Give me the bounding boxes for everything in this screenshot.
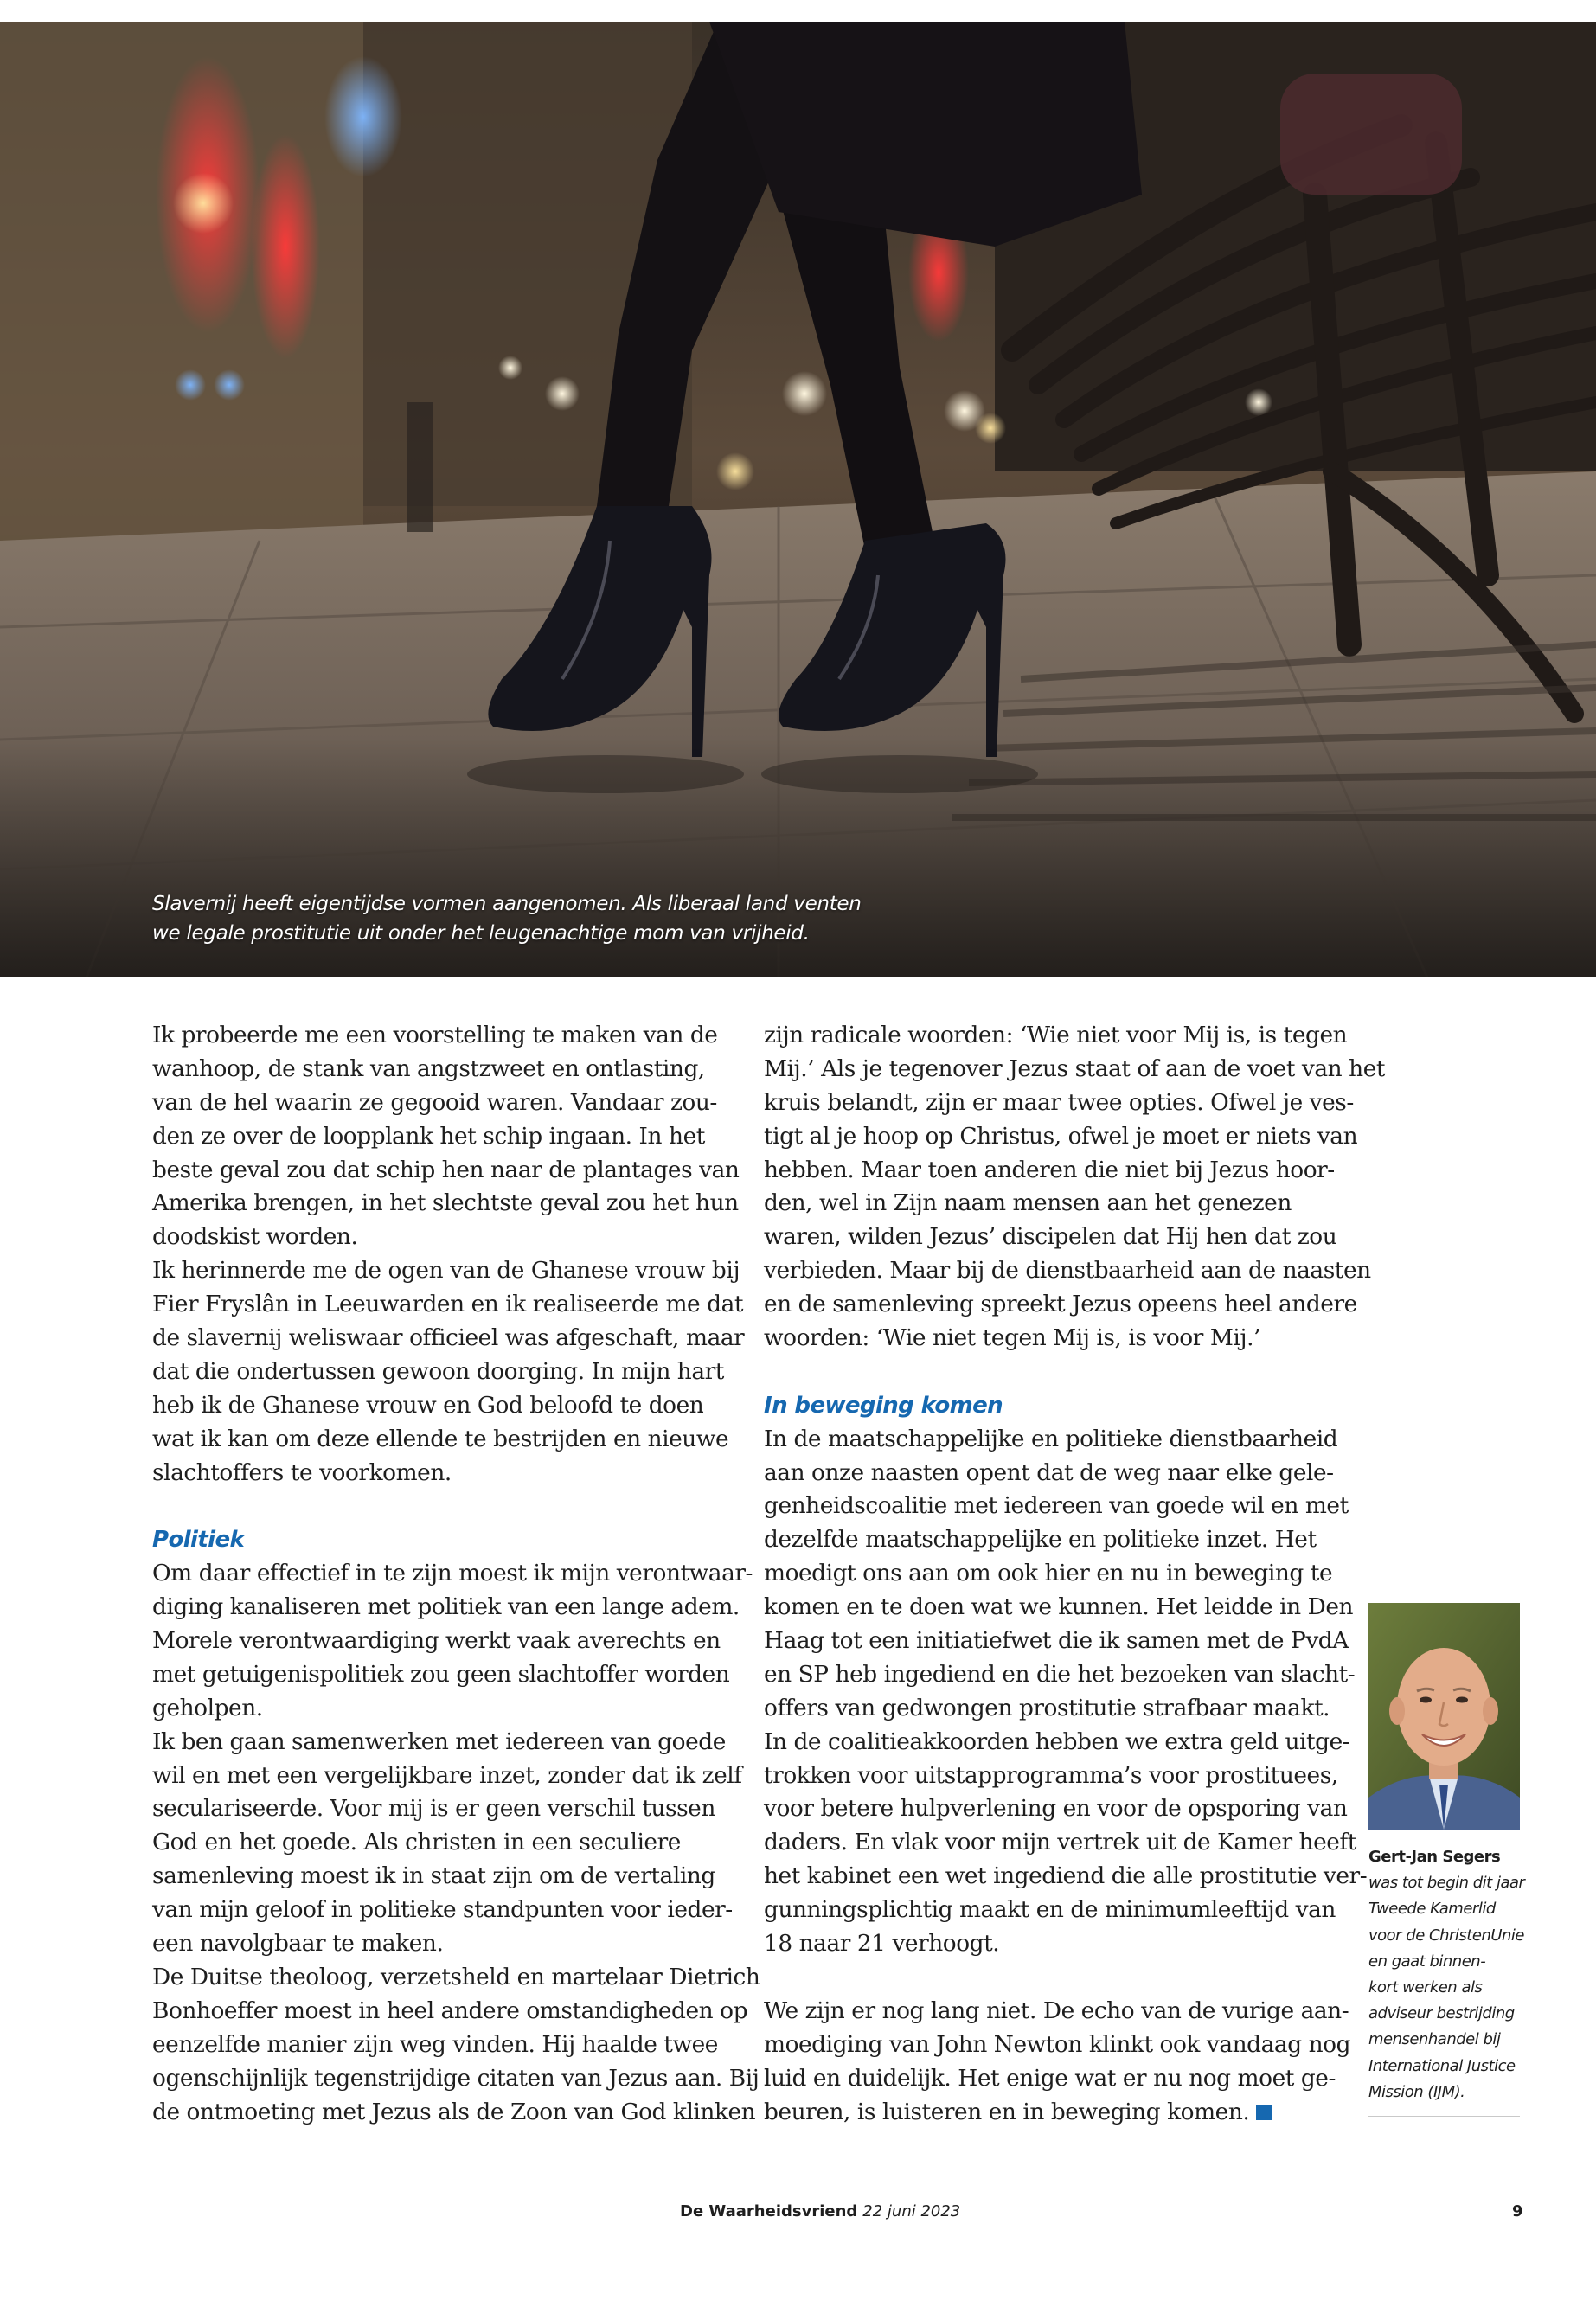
text-line: met getuigenispolitiek zou geen slachtoffer worden <box>152 1660 730 1688</box>
paragraph-7 <box>764 1423 1356 1726</box>
night-street-high-heels-image <box>0 22 1596 977</box>
text-line: kruis belandt, zijn er maar twee opties. Ofwel je ves- <box>764 1088 1354 1116</box>
paragraph-3 <box>152 1557 753 1725</box>
text-line: dat die ondertussen gewoon doorging. In mijn hart <box>152 1357 724 1385</box>
subhead-in-beweging-komen: In beweging komen <box>764 1392 1003 1419</box>
paragraph-5 <box>152 1961 760 2129</box>
photo-caption-line-2: we legale prostitutie uit onder het leugenachtige mom van vrijheid. <box>152 922 810 945</box>
text-line: Fier Fryslân in Leeuwarden en ik realiseerde me dat <box>152 1291 744 1318</box>
text-line: wanhoop, de stank van angstzweet en ontlasting, <box>152 1054 705 1082</box>
paragraph-9 <box>764 1995 1351 2130</box>
final-line <box>764 2096 1335 2130</box>
text-line: In de maatschappelijke en politieke dienstbaarheid <box>764 1425 1338 1452</box>
paragraph-8 <box>764 1726 1368 1961</box>
text-line: wat ik kan om deze ellende te bestrijden en nieuwe <box>152 1425 729 1452</box>
text-line: beste geval zou dat schip hen naar de plantages van <box>152 1156 740 1183</box>
text-line: komen en te doen wat we kunnen. Het leidde in Den <box>764 1593 1354 1621</box>
text-line: Ik herinnerde me de ogen van de Ghanese vrouw bij <box>152 1257 740 1285</box>
text-line: Morele verontwaardiging werkt vaak averechts en <box>152 1627 721 1655</box>
paragraph-6 <box>764 1019 1386 1356</box>
paragraph-gap <box>764 1356 1335 1389</box>
article-right-column <box>764 1019 1386 2129</box>
text-line: den ze over de loopplank het schip ingaan. In het <box>152 1122 705 1150</box>
page-number: 9 <box>1512 2202 1523 2221</box>
author-divider <box>1368 2116 1520 2117</box>
text-line: daders. En vlak voor mijn vertrek uit de Kamer heeft <box>764 1829 1356 1856</box>
text-line: een navolgbaar te maken. <box>152 1930 444 1958</box>
text-line: genheidscoalitie met iedereen van goede wil en met <box>764 1492 1349 1520</box>
paragraph-gap <box>152 1490 723 1523</box>
text-line: aan onze naasten opent dat de weg naar elke gele- <box>764 1458 1334 1486</box>
subhead-politiek: Politiek <box>152 1527 245 1554</box>
text-line: eenzelfde manier zijn weg vinden. Hij haalde twee <box>152 2030 718 2058</box>
footer-magazine-info <box>680 2202 960 2221</box>
text-line: hebben. Maar toen anderen die niet bij Jezus hoor- <box>764 1156 1335 1183</box>
author-portrait-image <box>1368 1603 1520 1830</box>
author-bio-line: Mission (IJM). <box>1368 2082 1465 2101</box>
text-line: waren, wilden Jezus’ discipelen dat Hij hen dat zou <box>764 1223 1337 1251</box>
photo-caption <box>152 889 862 948</box>
article-left-column <box>152 1019 760 2129</box>
text-line: De Duitse theoloog, verzetsheld en martelaar Dietrich <box>152 1963 760 1990</box>
text-line: gunningsplichtig maakt en de minimumleeftijd van <box>764 1896 1336 1924</box>
author-bio-line: en gaat binnen- <box>1368 1952 1486 1971</box>
text-line: doodskist worden. <box>152 1223 358 1251</box>
author-bio-line: International Justice <box>1368 2056 1516 2075</box>
paragraph-1 <box>152 1019 740 1254</box>
text-line: We zijn er nog lang niet. De echo van de vurige aan- <box>764 1997 1349 2024</box>
text-line: voor betere hulpverlening en voor de opsporing van <box>764 1795 1348 1823</box>
text-line: 18 naar 21 verhoogt. <box>764 1930 1000 1958</box>
text-line: seculariseerde. Voor mij is er geen verschil tussen <box>152 1795 715 1823</box>
author-bio-line: mensenhandel bij <box>1368 2030 1501 2049</box>
photo-caption-line-1: Slavernij heeft eigentijdse vormen aangenomen. Als liberaal land venten <box>152 893 862 915</box>
text-line: van mijn geloof in politieke standpunten voor ieder- <box>152 1896 733 1924</box>
text-line: zijn radicale woorden: ‘Wie niet voor Mij is, is tegen <box>764 1022 1348 1048</box>
hero-photo <box>0 22 1596 977</box>
text-line: den, wel in Zijn naam mensen aan het genezen <box>764 1189 1292 1217</box>
author-bio-line: was tot begin dit jaar <box>1368 1874 1525 1893</box>
issue-date: 22 juni 2023 <box>862 2202 961 2221</box>
text-line: In de coalitieakkoorden hebben we extra geld uitge- <box>764 1727 1350 1755</box>
author-bio-line: adviseur bestrijding <box>1368 2004 1515 2023</box>
text-line: woorden: ‘Wie niet tegen Mij is, is voor Mij.’ <box>764 1324 1261 1352</box>
text-line: Ik ben gaan samenwerken met iedereen van goede <box>152 1727 726 1755</box>
author-bio-line: Tweede Kamerlid <box>1368 1900 1496 1919</box>
text-line: de ontmoeting met Jezus als de Zoon van God klinken <box>152 2098 756 2125</box>
text-line: de slavernij weliswaar officieel was afgeschaft, maar <box>152 1324 745 1352</box>
text-line: moediging van John Newton klinkt ook vandaag nog <box>764 2030 1351 2058</box>
text-line: het kabinet een wet ingediend die alle prostitutie ver- <box>764 1862 1368 1890</box>
magazine-title: De Waarheidsvriend <box>680 2202 858 2221</box>
text-line: wil en met een vergelijkbare inzet, zonder dat ik zelf <box>152 1761 742 1789</box>
author-bio-line: kort werken als <box>1368 1978 1483 1997</box>
text-line: Om daar effectief in te zijn moest ik mijn verontwaar- <box>152 1560 753 1587</box>
text-line: trokken voor uitstapprogramma’s voor prostituees, <box>764 1761 1338 1789</box>
author-bio-line: voor de ChristenUnie <box>1368 1926 1524 1945</box>
paragraph-4 <box>152 1726 742 1961</box>
text-line: Mij.’ Als je tegenover Jezus staat of aan de voet van het <box>764 1054 1386 1082</box>
text-line: moedigt ons aan om ook hier en nu in beweging te <box>764 1560 1333 1587</box>
text-line: heb ik de Ghanese vrouw en God beloofd te doen <box>152 1391 704 1419</box>
text-line: Ik probeerde me een voorstelling te maken van de <box>152 1022 718 1048</box>
text-line: verbieden. Maar bij de dienstbaarheid aan de naasten <box>764 1257 1371 1285</box>
author-caption <box>1368 1844 1529 2106</box>
text-line: geholpen. <box>152 1694 263 1721</box>
text-line: slachtoffers te voorkomen. <box>152 1458 452 1486</box>
text-line: ogenschijnlijk tegenstrijdige citaten van Jezus aan. Bij <box>152 2064 760 2092</box>
text-line: Haag tot een initiatiefwet die ik samen met de PvdA <box>764 1627 1349 1655</box>
text-line: luid en duidelijk. Het enige wat er nu nog moet ge- <box>764 2064 1336 2092</box>
text-line: en SP heb ingediend en die het bezoeken van slacht- <box>764 1660 1356 1688</box>
text-line: Bonhoeffer moest in heel andere omstandigheden op <box>152 1997 748 2024</box>
text-line: beuren, is luisteren en in beweging komen. <box>764 2098 1250 2125</box>
paragraph-gap <box>764 1961 1335 1995</box>
text-line: dezelfde maatschappelijke en politieke inzet. Het <box>764 1526 1317 1554</box>
text-line: tigt al je hoop op Christus, ofwel je moet er niets van <box>764 1122 1358 1150</box>
text-line: en de samenleving spreekt Jezus opeens heel andere <box>764 1291 1357 1318</box>
author-name: Gert-Jan Segers <box>1368 1848 1501 1866</box>
text-line: samenleving moest ik in staat zijn om de vertaling <box>152 1862 715 1890</box>
text-line: van de hel waarin ze gegooid waren. Vandaar zou- <box>152 1088 717 1116</box>
paragraph-2 <box>152 1254 745 1490</box>
text-line: Amerika brengen, in het slechtste geval zou het hun <box>152 1189 739 1217</box>
author-portrait-photo <box>1368 1603 1520 1830</box>
text-line: God en het goede. Als christen in een seculiere <box>152 1829 681 1856</box>
end-of-article-square-icon <box>1256 2105 1272 2120</box>
text-line: diging kanaliseren met politiek van een lange adem. <box>152 1593 740 1621</box>
text-line: offers van gedwongen prostitutie strafbaar maakt. <box>764 1694 1330 1721</box>
